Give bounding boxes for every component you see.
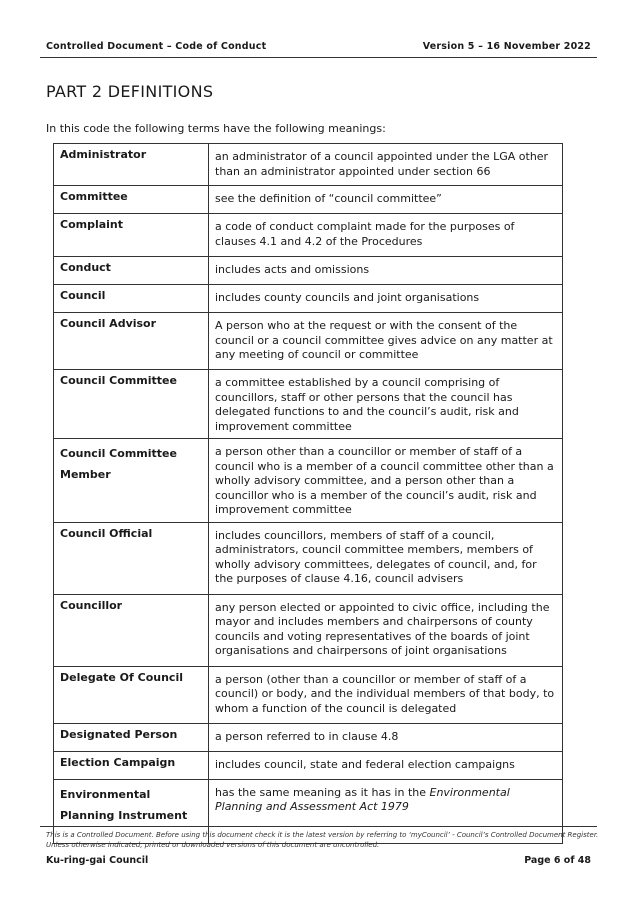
organisation-name: Ku-ring-gai Council	[46, 855, 149, 866]
table-row	[54, 522, 563, 594]
table-row	[54, 723, 563, 751]
table-row	[54, 439, 563, 523]
table-row	[54, 666, 563, 723]
definition-cell: a person referred to in clause 4.8	[209, 723, 563, 751]
definition-cell: an administrator of a council appointed under the LGA other than an administrator appointed under section 66	[209, 144, 563, 186]
table-row	[54, 144, 563, 186]
table-row	[54, 285, 563, 313]
controlled-document-note: This is a Controlled Document. Before using this document check it is the latest version by referring to ‘myCouncil’ - Council’s Controlled Document Register. Unless otherwise indicated, printed or downloaded versions of this document are uncontrolled.	[46, 831, 599, 849]
term-cell: Complaint	[54, 214, 209, 257]
page-footer	[46, 855, 591, 869]
definition-cell: includes acts and omissions	[209, 257, 563, 285]
section-title: PART 2 DEFINITIONS	[46, 82, 214, 101]
document-title: Controlled Document – Code of Conduct	[46, 41, 267, 52]
definition-cell: A person who at the request or with the consent of the council or a council committee gives advice on any matter at any meeting of council or committee	[209, 313, 563, 370]
definition-cell: includes county councils and joint organisations	[209, 285, 563, 313]
definition-cell: a code of conduct complaint made for the purposes of clauses 4.1 and 4.2 of the Procedures	[209, 214, 563, 257]
table-row	[54, 370, 563, 439]
term-cell: Conduct	[54, 257, 209, 285]
term-cell: Election Campaign	[54, 751, 209, 779]
definition-cell: includes councillors, members of staff of a council, administrators, council committee members, members of wholly advisory committees, delegates of council, and, for the purposes of clause 4.16, council advisers	[209, 522, 563, 594]
definitions-table	[53, 143, 563, 844]
definition-cell: includes council, state and federal election campaigns	[209, 751, 563, 779]
term-cell: Council Official	[54, 522, 209, 594]
page-header	[46, 38, 591, 56]
term-cell: Committee	[54, 186, 209, 214]
table-row	[54, 313, 563, 370]
term-cell: Councillor	[54, 594, 209, 666]
header-divider	[40, 57, 597, 58]
definition-cell: a person (other than a councillor or member of staff of a council) or body, and the individual members of that body, to whom a function of the council is delegated	[209, 666, 563, 723]
table-row	[54, 186, 563, 214]
definition-text: has the same meaning as it has in the	[215, 785, 430, 799]
term-cell: Environmental Planning Instrument	[54, 779, 209, 843]
term-cell: Council Advisor	[54, 313, 209, 370]
table-row	[54, 257, 563, 285]
table-row	[54, 214, 563, 257]
definition-cell: any person elected or appointed to civic office, including the mayor and includes members and chairpersons of county councils and voting representatives of the boards of joint organisations and chairpersons of joint organisations	[209, 594, 563, 666]
table-row	[54, 594, 563, 666]
definition-cell: a person other than a councillor or member of staff of a council who is a member of a council committee other than a wholly advisory committee, and a person other than a councillor who is a member of the council’s audit, risk and improvement committee	[209, 439, 563, 523]
term-cell: Council Committee Member	[54, 439, 209, 523]
table-row	[54, 751, 563, 779]
term-cell: Administrator	[54, 144, 209, 186]
definition-cell: see the definition of “council committee”	[209, 186, 563, 214]
term-cell: Council	[54, 285, 209, 313]
definition-cell: a committee established by a council comprising of councillors, staff or other persons that the council has delegated functions to and the council’s audit, risk and improvement committee	[209, 370, 563, 439]
footer-divider	[40, 826, 597, 827]
page-number: Page 6 of 48	[524, 855, 591, 866]
act-title: Environmental Planning and Assessment Act 1979	[215, 785, 510, 813]
intro-text: In this code the following terms have the following meanings:	[46, 122, 386, 135]
term-cell: Designated Person	[54, 723, 209, 751]
term-cell: Delegate Of Council	[54, 666, 209, 723]
version-date: Version 5 – 16 November 2022	[422, 41, 591, 52]
term-cell: Council Committee	[54, 370, 209, 439]
